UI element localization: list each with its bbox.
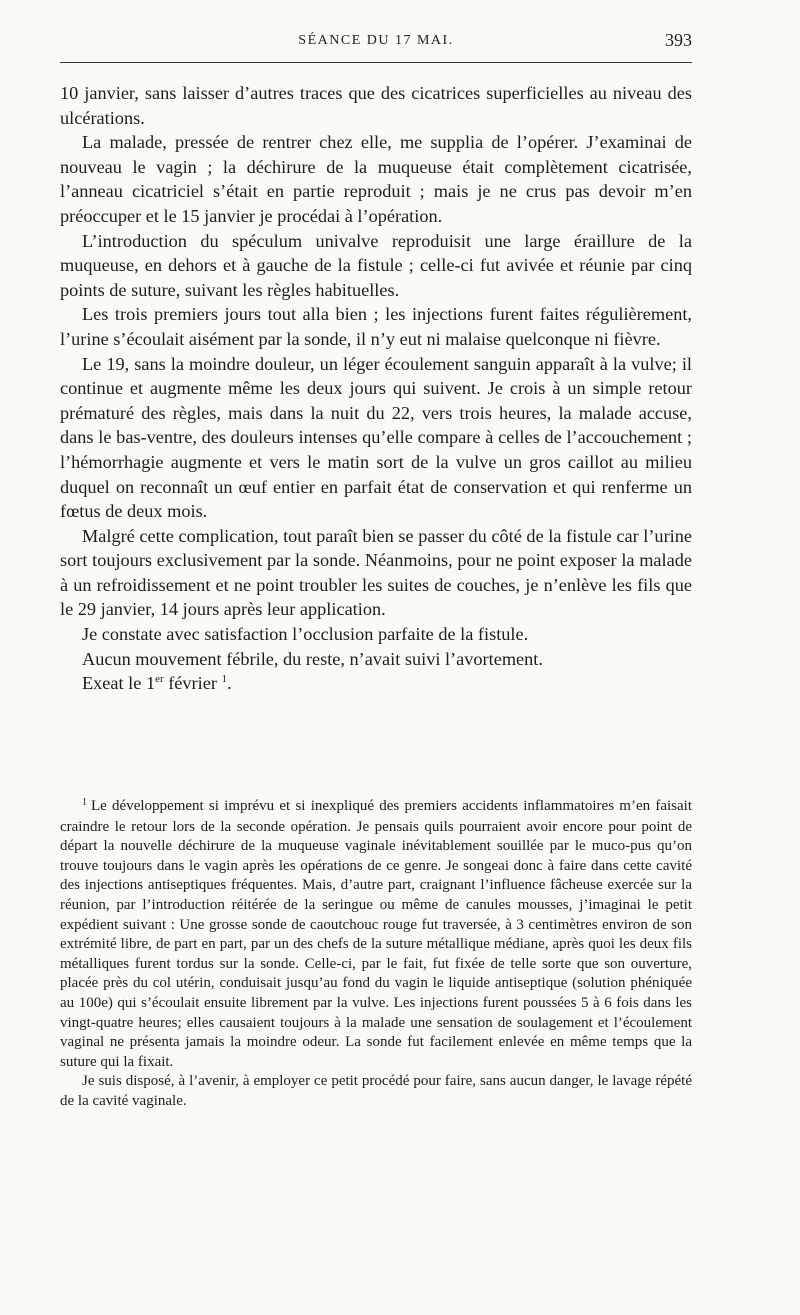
- running-header: [60, 30, 692, 60]
- footnote-paragraph: Je suis disposé, à l’avenir, à employer ce petit procédé pour faire, sans aucun danger, le lavage répété de la cavité vaginale.: [60, 1073, 692, 1109]
- paragraph-continuation: 10 janvier, sans laisser d’autres traces que des cicatrices superficielles au niveau des ulcérations.: [60, 83, 692, 128]
- paragraph: L’introduction du spéculum univalve reproduisit une large éraillure de la muqueuse, en dehors et à gauche de la fistule ; celle-ci fut avivée et réunie par cinq points de suture, suivant les règles habituelles.: [60, 230, 692, 300]
- exeat-line: [60, 671, 692, 696]
- header-title: SÉANCE DU 17 MAI.: [298, 33, 454, 48]
- main-text: [60, 81, 692, 696]
- exeat-text: Exeat le 1: [82, 673, 156, 694]
- paragraph: Aucun mouvement fébrile, du reste, n’avait suivi l’avortement.: [82, 648, 543, 669]
- footnotes: [60, 797, 692, 1112]
- footnote-marker: 1: [82, 797, 87, 808]
- page-number: 393: [665, 30, 692, 50]
- exeat-period: .: [227, 673, 232, 694]
- paragraph: Les trois premiers jours tout alla bien ; les injections furent faites régulièrement, l’urine s’écoulait aisément par la sonde, il n’y eut ni malaise quelconque ni fièvre.: [60, 304, 692, 349]
- paragraph: La malade, pressée de rentrer chez elle, me supplia de l’opérer. J’examinai de nouveau le vagin ; la déchirure de la muqueuse était complètement cicatrisée, l’anneau cicatriciel s’était en partie reproduit ; mais je ne crus pas devoir m’en préoccuper et le 15 janvier je procédai à l’opération.: [60, 132, 692, 226]
- header-rule: [60, 62, 692, 63]
- paragraph: Malgré cette complication, tout paraît bien se passer du côté de la fistule car l’urine sort toujours exclusivement par la sonde. Néanmoins, pour ne point exposer la malade à un refroidissement et ne point troubler les suites de couches, je n’enlève les fils que le 29 janvier, 14 jours après leur application.: [60, 525, 692, 620]
- paragraph: Le 19, sans la moindre douleur, un léger écoulement sanguin apparaît à la vulve; il continue et augmente même les deux jours qui suivent. Je crois à un simple retour prématuré des règles, mais dans la nuit du 22, vers trois heures, la malade accuse, dans le bas-ventre, des douleurs intenses qu’elle compare à celles de l’accouchement ; l’hémorrhagie augmente et vers le matin sort de la vulve un gros caillot au milieu duquel on reconnaît un œuf entier en parfait état de conservation et qui renferme un fœtus de deux mois.: [60, 353, 692, 522]
- footnote-text: Le développement si imprévu et si inexpliqué des premiers accidents inflammatoires m’en faisait craindre le retour lors de la seconde opération. Je pensais quils pourraient avoir encore pour point de départ la nouvelle déchirure de la muqueuse vaginale inévitablement souillée par le muco-pus qu’on trouve toujours dans le vagin après les opérations de ce genre. Je songeai donc à faire dans cette cavité des injections antiseptiques fréquentes. Mais, d’autre part, craignant l’influence fâcheuse exercée sur la réunion, par l’introduction réitérée de la seringue ou même de canules mousses, j’imaginai le petit expédient suivant : Une grosse sonde de caoutchouc rouge fut traversée, à 3 centimètres environ de son extrémité libre, de part en part, par un des chefs de la suture métallique médiane, après quoi les deux fils métalliques furent tordus sur la sonde. Celle-ci, par le fait, fut fixée de telle sorte que son ouverture, placée près du col utérin, conduisait jusqu’au fond du vagin le liquide antiseptique (solution phéniquée au 100e) qui s’écoulait ensuite librement par la vulve. Les injections furent poussées 5 à 6 fois dans les vingt-quatre heures; elles causaient toujours à la malade une sensation de soulagement et l’écoulement vaginal ne présenta jamais la moindre odeur. La sonde fut facilement enlevée en même temps que la suture qui la fixait.: [60, 798, 692, 1070]
- paragraph: Je constate avec satisfaction l’occlusion parfaite de la fistule.: [82, 624, 529, 645]
- footnote-reference: 1: [221, 673, 227, 686]
- ordinal-suffix: er: [155, 673, 164, 686]
- footnote-paragraph: [60, 797, 692, 1072]
- exeat-text-date: février: [163, 673, 222, 694]
